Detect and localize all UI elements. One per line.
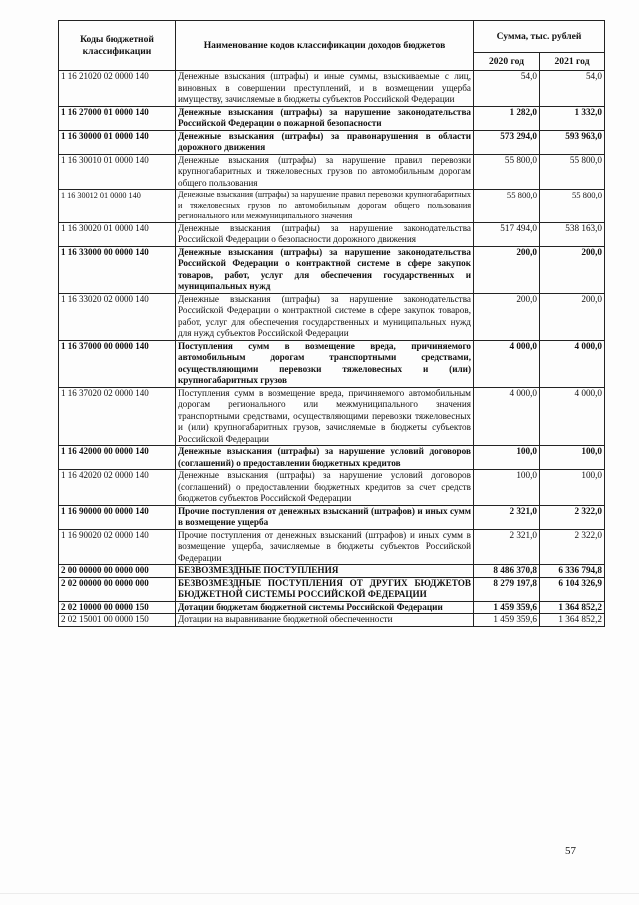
- row-value-2020: 1 459 359,6: [474, 601, 540, 614]
- row-value-2020: 55 800,0: [474, 190, 540, 223]
- page-number: 57: [565, 845, 576, 857]
- row-value-2021: 55 800,0: [540, 190, 605, 223]
- table-row: [59, 505, 605, 529]
- table-header: [59, 21, 605, 71]
- row-name: Денежные взыскания (штрафы) за нарушение законодательства Российской Федерации о безопасности дорожного движения: [176, 222, 474, 246]
- row-value-2020: 8 486 370,8: [474, 565, 540, 578]
- row-name: Денежные взыскания (штрафы) за нарушение законодательства Российской Федерации о пожарной безопасности: [176, 106, 474, 130]
- table-row: [59, 71, 605, 107]
- row-value-2020: 100,0: [474, 446, 540, 470]
- table-row: [59, 130, 605, 154]
- row-value-2021: 4 000,0: [540, 387, 605, 446]
- row-value-2020: 1 459 359,6: [474, 614, 540, 627]
- row-code: 1 16 21020 02 0000 140: [59, 71, 176, 107]
- row-name: БЕЗВОЗМЕЗДНЫЕ ПОСТУПЛЕНИЯ ОТ ДРУГИХ БЮДЖЕТОВ БЮДЖЕТНОЙ СИСТЕМЫ РОССИЙСКОЙ ФЕДЕРАЦИИ: [176, 577, 474, 601]
- row-code: 1 16 30020 01 0000 140: [59, 222, 176, 246]
- budget-revenue-table: [58, 20, 605, 627]
- table-row: [59, 340, 605, 387]
- row-name: Дотации бюджетам бюджетной системы Российской Федерации: [176, 601, 474, 614]
- row-code: 1 16 33020 02 0000 140: [59, 293, 176, 340]
- table-row: [59, 614, 605, 627]
- row-value-2020: 2 321,0: [474, 529, 540, 565]
- row-value-2021: 4 000,0: [540, 340, 605, 387]
- table-row: [59, 446, 605, 470]
- row-code: 2 00 00000 00 0000 000: [59, 565, 176, 578]
- row-name: Денежные взыскания (штрафы) за нарушение законодательства Российской Федерации о контрактной системе в сфере закупок товаров, работ, услуг для обеспечения государственных и муниципальных нужд: [176, 246, 474, 293]
- row-value-2021: 6 336 794,8: [540, 565, 605, 578]
- row-code: 1 16 42000 00 0000 140: [59, 446, 176, 470]
- table-row: [59, 470, 605, 506]
- table-row: [59, 222, 605, 246]
- row-value-2021: 1 364 852,2: [540, 614, 605, 627]
- header-name: Наименование кодов классификации доходов бюджетов: [176, 21, 474, 71]
- row-name: Денежные взыскания (штрафы) за правонарушения в области дорожного движения: [176, 130, 474, 154]
- row-code: 2 02 00000 00 0000 000: [59, 577, 176, 601]
- row-value-2021: 538 163,0: [540, 222, 605, 246]
- row-code: 1 16 30012 01 0000 140: [59, 190, 176, 223]
- row-value-2021: 100,0: [540, 446, 605, 470]
- row-name: Денежные взыскания (штрафы) за нарушение законодательства Российской Федерации о контрактной системе в сфере закупок товаров, работ, услуг для обеспечения государственных и муниципальных нужд для нужд субъектов Российской Федерации: [176, 293, 474, 340]
- row-value-2020: 4 000,0: [474, 387, 540, 446]
- row-value-2021: 200,0: [540, 293, 605, 340]
- table-row: [59, 565, 605, 578]
- table-row: [59, 190, 605, 223]
- table-row: [59, 293, 605, 340]
- header-code: Коды бюджетной классификации: [59, 21, 176, 71]
- row-value-2020: 200,0: [474, 293, 540, 340]
- row-name: БЕЗВОЗМЕЗДНЫЕ ПОСТУПЛЕНИЯ: [176, 565, 474, 578]
- row-code: 1 16 30010 01 0000 140: [59, 154, 176, 190]
- row-name: Денежные взыскания (штрафы) за нарушение правил перевозки крупногабаритных и тяжеловесных грузов по автомобильным дорогам общего пользования: [176, 154, 474, 190]
- row-value-2021: 1 332,0: [540, 106, 605, 130]
- row-code: 1 16 90020 02 0000 140: [59, 529, 176, 565]
- row-value-2021: 1 364 852,2: [540, 601, 605, 614]
- row-name: Денежные взыскания (штрафы) за нарушение правил перевозки крупногабаритных и тяжеловесных грузов по автомобильным дорогам общего пользования регионального или межмуниципального значения: [176, 190, 474, 223]
- row-value-2020: 573 294,0: [474, 130, 540, 154]
- page-bottom-edge: [0, 893, 639, 894]
- row-code: 1 16 37000 00 0000 140: [59, 340, 176, 387]
- row-value-2020: 517 494,0: [474, 222, 540, 246]
- row-code: 1 16 30000 01 0000 140: [59, 130, 176, 154]
- row-name: Дотации на выравнивание бюджетной обеспеченности: [176, 614, 474, 627]
- row-value-2021: 100,0: [540, 470, 605, 506]
- row-value-2020: 200,0: [474, 246, 540, 293]
- row-value-2020: 55 800,0: [474, 154, 540, 190]
- row-value-2021: 200,0: [540, 246, 605, 293]
- table-row: [59, 601, 605, 614]
- row-name: Поступления сумм в возмещение вреда, причиняемого автомобильным дорогам транспортными средствами, осуществляющими перевозки тяжеловесных и (или) крупногабаритных грузов: [176, 340, 474, 387]
- row-value-2020: 2 321,0: [474, 505, 540, 529]
- row-code: 2 02 10000 00 0000 150: [59, 601, 176, 614]
- table-row: [59, 106, 605, 130]
- table-body: [59, 71, 605, 627]
- row-value-2020: 1 282,0: [474, 106, 540, 130]
- row-value-2020: 100,0: [474, 470, 540, 506]
- row-value-2021: 2 322,0: [540, 505, 605, 529]
- table-row: [59, 577, 605, 601]
- table-row: [59, 154, 605, 190]
- row-name: Поступления сумм в возмещение вреда, причиняемого автомобильным дорогам регионального или межмуниципального значения транспортными средствами, осуществляющими перевозки тяжеловесных и (или) крупногабаритных грузов, зачисляемые в бюджеты субъектов Российской Федерации: [176, 387, 474, 446]
- row-name: Денежные взыскания (штрафы) и иные суммы, взыскиваемые с лиц, виновных в совершении преступлений, и в возмещении ущерба имуществу, зачисляемые в бюджеты субъектов Российской Федерации: [176, 71, 474, 107]
- header-year-2021: 2021 год: [540, 53, 605, 71]
- row-code: 1 16 42020 02 0000 140: [59, 470, 176, 506]
- header-sum: Сумма, тыс. рублей: [474, 21, 605, 53]
- row-code: 1 16 90000 00 0000 140: [59, 505, 176, 529]
- table-row: [59, 387, 605, 446]
- row-code: 1 16 27000 01 0000 140: [59, 106, 176, 130]
- row-code: 2 02 15001 00 0000 150: [59, 614, 176, 627]
- header-year-2020: 2020 год: [474, 53, 540, 71]
- row-code: 1 16 37020 02 0000 140: [59, 387, 176, 446]
- row-value-2021: 55 800,0: [540, 154, 605, 190]
- row-value-2020: 4 000,0: [474, 340, 540, 387]
- table-row: [59, 529, 605, 565]
- row-value-2021: 593 963,0: [540, 130, 605, 154]
- row-name: Прочие поступления от денежных взысканий (штрафов) и иных сумм в возмещение ущерба, зачисляемые в бюджеты субъектов Российской Федерации: [176, 529, 474, 565]
- row-value-2021: 2 322,0: [540, 529, 605, 565]
- row-value-2021: 54,0: [540, 71, 605, 107]
- table-row: [59, 246, 605, 293]
- row-value-2020: 54,0: [474, 71, 540, 107]
- row-value-2021: 6 104 326,9: [540, 577, 605, 601]
- row-name: Денежные взыскания (штрафы) за нарушение условий договоров (соглашений) о предоставлении бюджетных кредитов за счет средств бюджетов субъектов Российской Федерации: [176, 470, 474, 506]
- row-value-2020: 8 279 197,8: [474, 577, 540, 601]
- row-name: Денежные взыскания (штрафы) за нарушение условий договоров (соглашений) о предоставлении бюджетных кредитов: [176, 446, 474, 470]
- row-code: 1 16 33000 00 0000 140: [59, 246, 176, 293]
- row-name: Прочие поступления от денежных взысканий (штрафов) и иных сумм в возмещение ущерба: [176, 505, 474, 529]
